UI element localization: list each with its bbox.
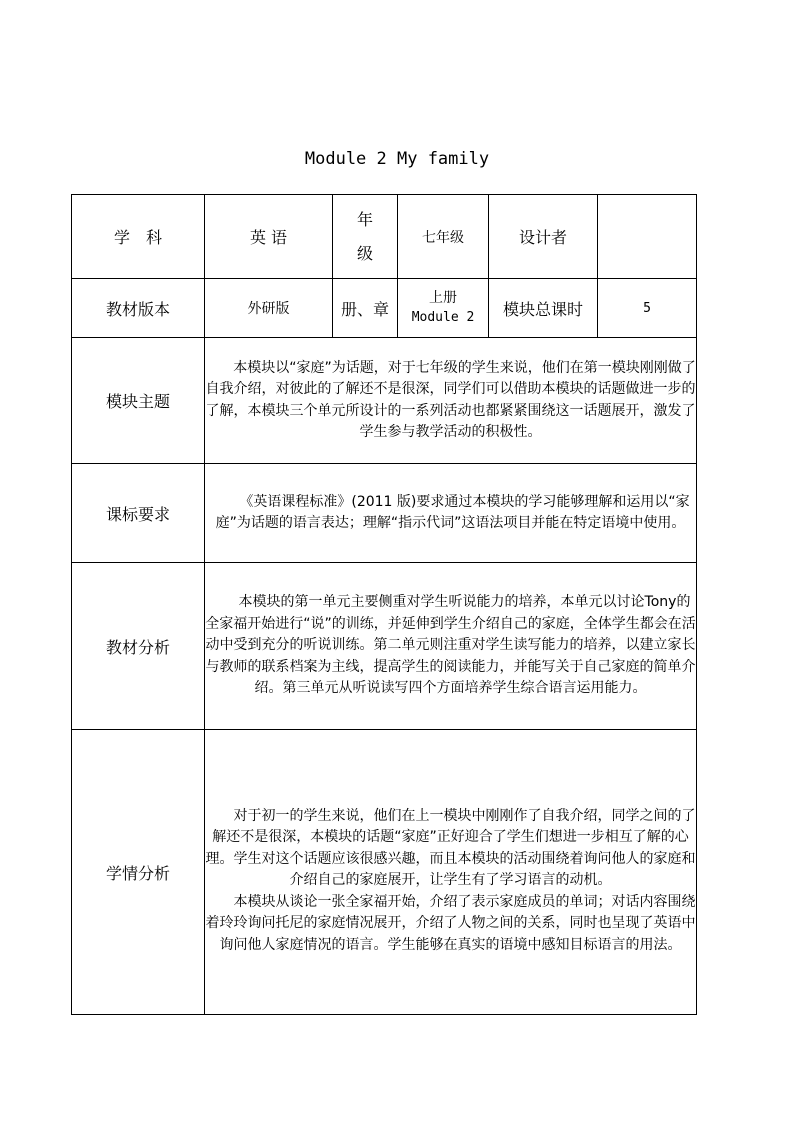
theme-label: 模块主题 [105,392,170,411]
learner-label-cell [72,730,205,1015]
lesson-plan-table [71,194,697,1015]
analysis-label: 教材分析 [105,637,170,657]
designer-label-cell [489,195,598,279]
hours-value: 5 [643,301,651,316]
standard-label: 课标要求 [105,504,170,524]
hours-label-cell [489,279,598,338]
table-row [72,338,697,464]
volume-label: 册、章 [340,299,389,319]
analysis-label-cell [72,563,205,730]
theme-text-cell [205,338,697,464]
standard-label-cell [72,464,205,563]
learner-label: 学情分析 [105,863,170,883]
volume-value-cell [398,279,489,338]
volume-label-cell [333,279,398,338]
subject-value-cell [205,195,333,279]
subject-label: 学 科 [113,228,162,247]
designer-value-cell [598,195,697,279]
learner-text-cell [205,730,697,1015]
grade-value-cell [398,195,489,279]
subject-value: 英 语 [249,228,288,247]
grade-label: 年级 [356,209,373,263]
page-title: Module 2 My family [304,149,490,169]
standard-text-cell [205,464,697,563]
analysis-text-cell [205,563,697,730]
edition-value: 外研版 [247,301,290,317]
learner-text-paragraph-2: 本模块从谈论一张全家福开始，介绍了表示家庭成员的单词；对话内容围绕着玲玲询问托尼的家庭情况展开，介绍了人物之间的关系，同时也呈现了英语中询问他人家庭情况的语言。学生能够在真实的语境中感知目标语言的用法。 [205,893,696,953]
table-row [72,563,697,730]
standard-text: 《英语课程标准》(2011 版)要求通过本模块的学习能够理解和运用以“家庭”为话题的语言表达；理解“指示代词”这语法项目并能在特定语境中使用。 [215,493,690,531]
edition-label: 教材版本 [105,299,170,319]
table-row [72,730,697,1015]
subject-label-cell [72,195,205,279]
table-row [72,279,697,338]
volume-value-line2: Module 2 [411,310,475,325]
analysis-text: 本模块的第一单元主要侧重对学生听说能力的培养，本单元以讨论Tony的全家福开始进行“说”的训练，并延伸到学生介绍自己的家庭，全体学生都会在活动中受到充分的听说训练。第二单元则注重对学生读写能力的培养，以建立家长与教师的联系档案为主线，提高学生的阅读能力，并能写关于自己家庭的简单介绍。第三单元从听说读写四个方面培养学生综合语言运用能力。 [205,594,696,697]
theme-text: 本模块以“家庭”为话题，对于七年级的学生来说，他们在第一模块刚刚做了自我介绍，对彼此的了解还不是很深，同学们可以借助本模块的话题做进一步的了解，本模块三个单元所设计的一系列活动也都紧紧围绕这一话题展开，激发了学生参与教学活动的积极性。 [205,359,696,440]
hours-value-cell [598,279,697,338]
edition-value-cell [205,279,333,338]
table-row [72,464,697,563]
designer-label: 设计者 [518,228,567,247]
edition-label-cell [72,279,205,338]
grade-value: 七年级 [422,229,464,246]
volume-value-line1: 上册 [429,290,457,306]
grade-label-cell [333,195,398,279]
table-row [72,195,697,279]
hours-label: 模块总课时 [502,299,583,319]
theme-label-cell [72,338,205,464]
learner-text-paragraph-1: 对于初一的学生来说，他们在上一模块中刚刚作了自我介绍，同学之间的了解还不是很深，本模块的话题“家庭”正好迎合了学生们想进一步相互了解的心理。学生对这个话题应该很感兴趣，而且本模块的活动围绕着询问他人的家庭和介绍自己的家庭展开，让学生有了学习语言的动机。 [205,807,696,889]
